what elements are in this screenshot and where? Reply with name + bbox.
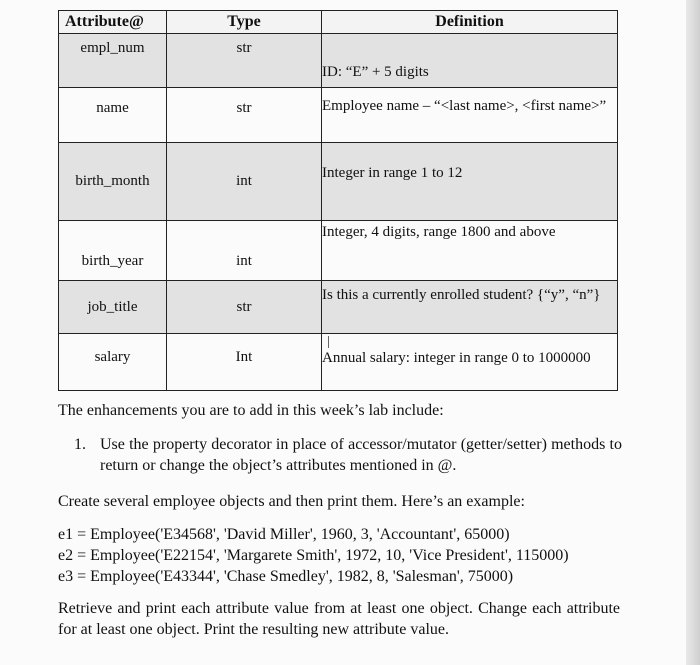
example-intro: Create several employee objects and then print them. Here’s an example: [58, 493, 525, 510]
header-type: Type [167, 11, 322, 34]
table-row [59, 221, 618, 281]
attribute-cell: empl_num [59, 34, 167, 88]
header-definition: Definition [322, 11, 618, 34]
attribute-cell: birth_year [59, 221, 167, 281]
definition-cell [322, 88, 618, 143]
definition-cell [322, 281, 618, 334]
intro-paragraph: The enhancements you are to add in this week’s lab include: [58, 402, 444, 419]
code-example-block [58, 524, 620, 587]
definition-text: Integer, 4 digits, range 1800 and above [322, 224, 556, 240]
attribute-cell: job_title [59, 281, 167, 334]
table-row [59, 34, 618, 88]
table-row [59, 88, 618, 143]
definition-cell [322, 34, 618, 88]
list-text: Use the property decorator in place of accessor/mutator (getter/setter) methods to return or change the object’s attributes mentioned in @. [100, 436, 622, 474]
attribute-cell: birth_month [59, 143, 167, 221]
definition-text: Employee name – “<last name>, <first name>” [322, 98, 607, 114]
table-header-row [59, 11, 618, 34]
definition-text: Is this a currently enrolled student? {“y”, “n”} [322, 287, 601, 303]
closing-paragraph: Retrieve and print each attribute value from at least one object. Change each attribute for at least one object. Print the resulting new attribute value. [58, 600, 620, 638]
code-line: e2 = Employee('E22154', 'Margarete Smith', 1972, 10, 'Vice President', 115000) [58, 547, 569, 564]
type-cell: str [167, 88, 322, 143]
attribute-cell: name [59, 88, 167, 143]
table-row [59, 143, 618, 221]
page-edge-shadow [686, 0, 700, 665]
type-cell: str [167, 34, 322, 88]
code-line: e3 = Employee('E43344', 'Chase Smedley', 1982, 8, 'Salesman', 75000) [58, 568, 514, 585]
type-cell: str [167, 281, 322, 334]
code-line: e1 = Employee('E34568', 'David Miller', 1960, 3, 'Accountant', 65000) [58, 526, 510, 543]
definition-cell [322, 221, 618, 281]
definition-text: Integer in range 1 to 12 [322, 165, 463, 181]
table-row [59, 281, 618, 334]
header-attribute: Attribute@ [59, 11, 167, 34]
list-number: 1. [74, 436, 86, 453]
text-cursor [328, 336, 329, 348]
definition-text: Annual salary: integer in range 0 to 1000000 [322, 350, 591, 366]
type-cell: int [167, 143, 322, 221]
table-row [59, 334, 618, 391]
definition-cell [322, 334, 618, 391]
definition-text: ID: “E” + 5 digits [322, 64, 429, 80]
list-item [74, 434, 622, 476]
type-cell: int [167, 221, 322, 281]
attribute-cell: salary [59, 334, 167, 391]
type-cell: Int [167, 334, 322, 391]
attribute-table [58, 10, 618, 391]
definition-cell [322, 143, 618, 221]
